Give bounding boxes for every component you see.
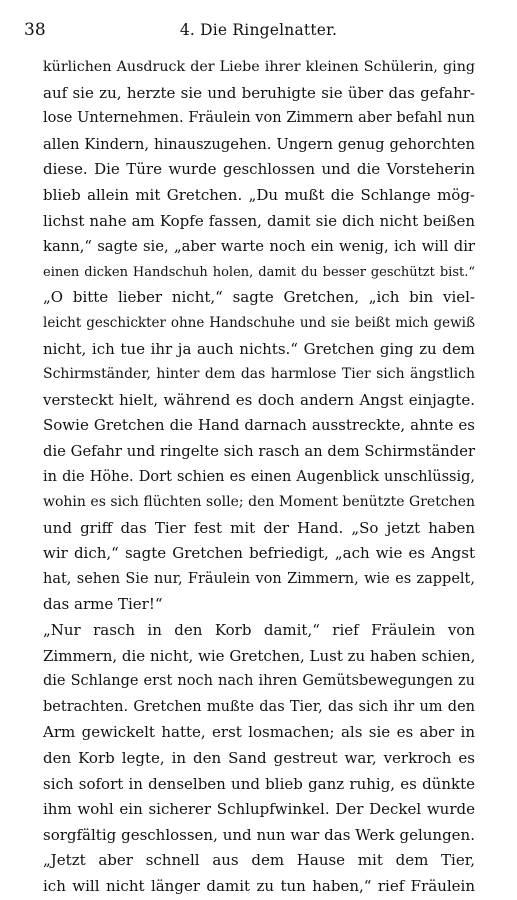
text-line: Sowie Gretchen die Hand darnach ausstreckte, ahnte es [43,416,475,435]
text-line: Arm gewickelt hatte, erst losmachen; als sie es aber in [43,723,475,742]
text-line: blieb allein mit Gretchen. „Du mußt die Schlange mög- [43,185,475,204]
text-line: wohin es sich flüchten solle; den Moment benützte Gretchen [43,494,475,511]
text-line: sorgfältig geschlossen, und nun war das Werk gelungen. [43,825,475,844]
page-number: 38 [24,20,46,40]
running-head: 4. Die Ringelnatter. [179,21,338,39]
text-line: ihm wohl ein sicherer Schlupfwinkel. Der Deckel wurde [43,800,475,819]
text-line: wir dich,“ sagte Gretchen befriedigt, „ach wie es Angst [43,544,475,563]
text-line: diese. Die Türe wurde geschlossen und die Vorsteherin [43,160,475,179]
text-line: „Jetzt aber schnell aus dem Hause mit dem Tier, [43,851,475,870]
text-line: nicht, ich tue ihr ja auch nichts.“ Gretchen ging zu dem [43,339,475,358]
text-line: auf sie zu, herzte sie und beruhigte sie über das gefahr- [43,83,475,102]
text-line: betrachten. Gretchen mußte das Tier, das sich ihr um den [43,698,475,715]
text-line: ich will nicht länger damit zu tun haben,“ rief Fräulein [43,877,475,895]
text-line: die Schlange erst noch nach ihren Gemütsbewegungen zu [43,673,475,690]
text-line: das arme Tier!“ [43,595,163,614]
text-line: „O bitte lieber nicht,“ sagte Gretchen, „ich bin viel- [43,288,475,307]
text-line: sich sofort in denselben und blieb ganz ruhig, es dünkte [43,774,475,793]
text-line: und griff das Tier fest mit der Hand. „So jetzt haben [43,518,475,537]
text-line: leicht geschickter ohne Handschuhe und sie beißt mich gewiß [43,314,475,331]
text-line: lichst nahe am Kopfe fassen, damit sie dich nicht beißen [43,211,475,230]
text-line: hat, sehen Sie nur, Fräulein von Zimmern, wie es zappelt, [43,570,475,587]
body-text [43,55,475,900]
text-line: kürlichen Ausdruck der Liebe ihrer kleinen Schülerin, ging [43,59,475,75]
text-line: Zimmern, die nicht, wie Gretchen, Lust zu haben schien, [43,646,476,665]
text-line: Schirmständer, hinter dem das harmlose Tier sich ängstlich [43,366,475,383]
text-line: die Gefahr und ringelte sich rasch an dem Schirmständer [43,442,475,460]
text-line: kann,“ sagte sie, „aber warte noch ein wenig, ich will dir [43,238,475,256]
text-line: allen Kindern, hinauszugehen. Ungern genug gehorchten [43,135,475,153]
text-line: den Korb legte, in den Sand gestreut war, verkroch es [43,749,475,768]
text-line: lose Unternehmen. Fräulein von Zimmern aber befahl nun [43,110,475,127]
text-line: einen dicken Handschuh holen, damit du besser geschützt bist.“ [43,264,475,280]
text-line: in die Höhe. Dort schien es einen Augenblick unschlüssig, [43,468,475,485]
text-line: versteckt hielt, während es doch andern Angst einjagte. [43,390,475,409]
text-line: „Nur rasch in den Korb damit,“ rief Fräulein von [43,621,475,640]
